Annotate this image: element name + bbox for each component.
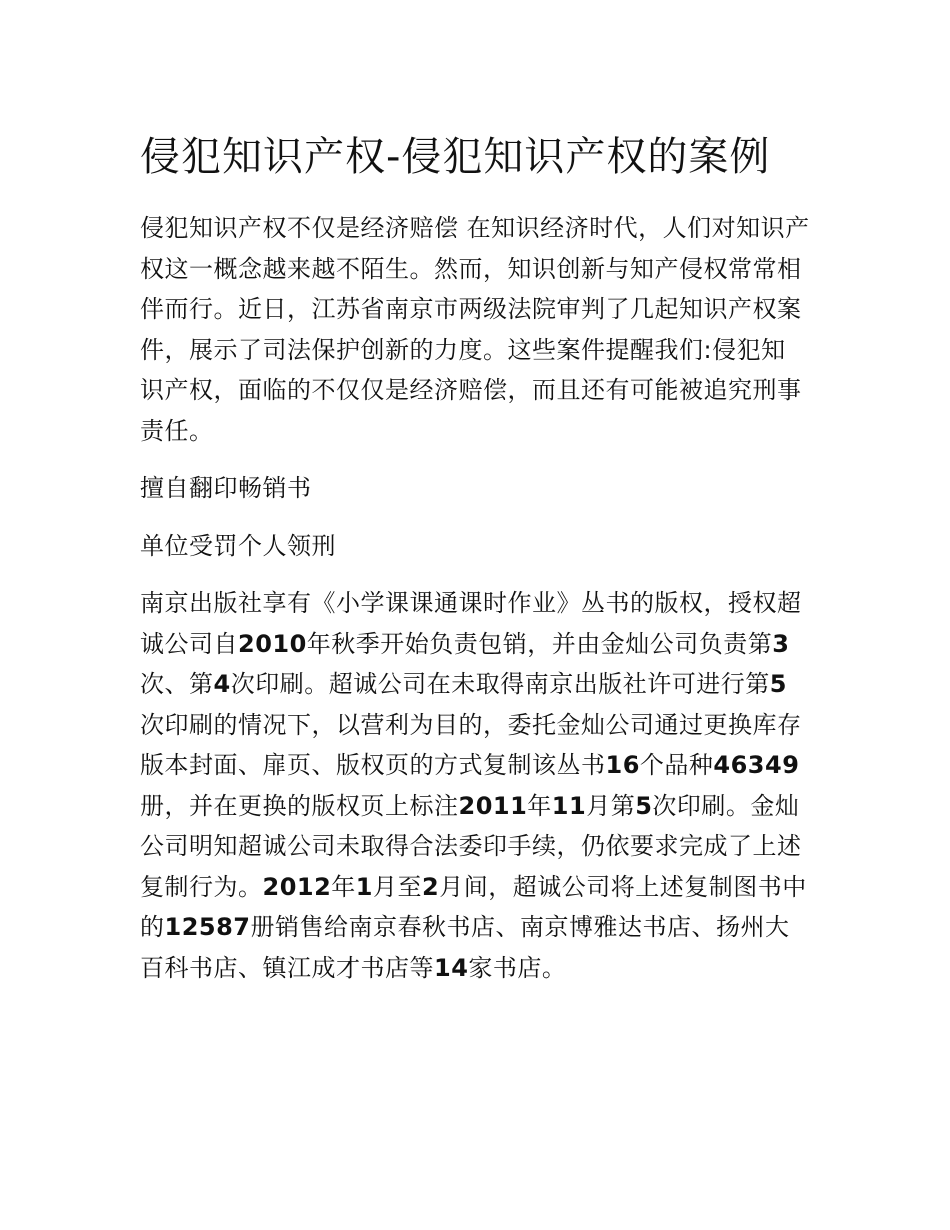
case-text: 南京出版社享有《小学课课通课时作业》丛书的版权，授权超诚公司自 (140, 589, 802, 658)
case-number: 2012 (262, 872, 332, 901)
case-text: 册销售给南京春秋书店、南京博雅达书店、扬州大百科书店、镇江成才书店等 (140, 913, 790, 982)
case-number: 46349 (713, 751, 800, 779)
case-number: 2 (422, 872, 440, 901)
case-text: 年秋季开始负责包销，并由金灿公司负责第 (306, 629, 773, 658)
case-text: 月第 (586, 791, 636, 820)
case-number: 3 (772, 629, 790, 658)
case-number: 5 (635, 791, 653, 820)
case-number: 5 (769, 670, 787, 698)
case-text: 年 (331, 872, 356, 901)
case-text: 次印刷。金灿公司明知超诚公司未取得合法委印手续，仍依要求完成了上述复制行为。 (140, 791, 802, 901)
case-number: 12587 (164, 913, 251, 941)
case-text: 次印刷。超诚公司在未取得南京出版社许可进行第 (230, 670, 770, 698)
case-text: 年 (527, 791, 552, 820)
case-number: 16 (605, 751, 640, 779)
case-number: 14 (434, 953, 469, 982)
document-title: 侵犯知识产权-侵犯知识产权的案例 (140, 134, 771, 180)
case-text: 次印刷的情况下，以营利为目的，委托金灿公司通过更换库存版本封面、扉页、版权页的方式复制该丛书 (140, 710, 802, 779)
case-paragraph (140, 583, 810, 988)
case-text: 家书店。 (468, 953, 567, 982)
case-number: 11 (551, 791, 587, 820)
case-text: 次、第 (140, 670, 214, 698)
case-number: 2011 (458, 791, 528, 820)
case-text: 册，并在更换的版权页上标注 (140, 791, 459, 820)
case-number: 1 (355, 872, 373, 901)
document-content (140, 128, 810, 1005)
case-number: 2010 (238, 629, 307, 658)
case-text: 月间，超诚公司将上述复制图书中的 (140, 872, 807, 941)
section-heading-2: 单位受罚个人领刑 (140, 531, 336, 560)
section-heading-1: 擅自翻印畅销书 (140, 474, 312, 502)
case-number: 4 (213, 670, 231, 698)
intro-paragraph: 侵犯知识产权不仅是经济赔偿 在知识经济时代，人们对知识产权这一概念越来越不陌生。然而，知识创新与知产侵权常常相伴而行。近日，江苏省南京市两级法院审判了几起知识产权案件，展示了司法保护创新的力度。这些案件提醒我们:侵犯知识产权，面临的不仅仅是经济赔偿，而且还有可能被追究刑事责任。 (140, 214, 810, 445)
case-text: 月至 (373, 872, 422, 901)
case-text: 个品种 (639, 751, 714, 779)
